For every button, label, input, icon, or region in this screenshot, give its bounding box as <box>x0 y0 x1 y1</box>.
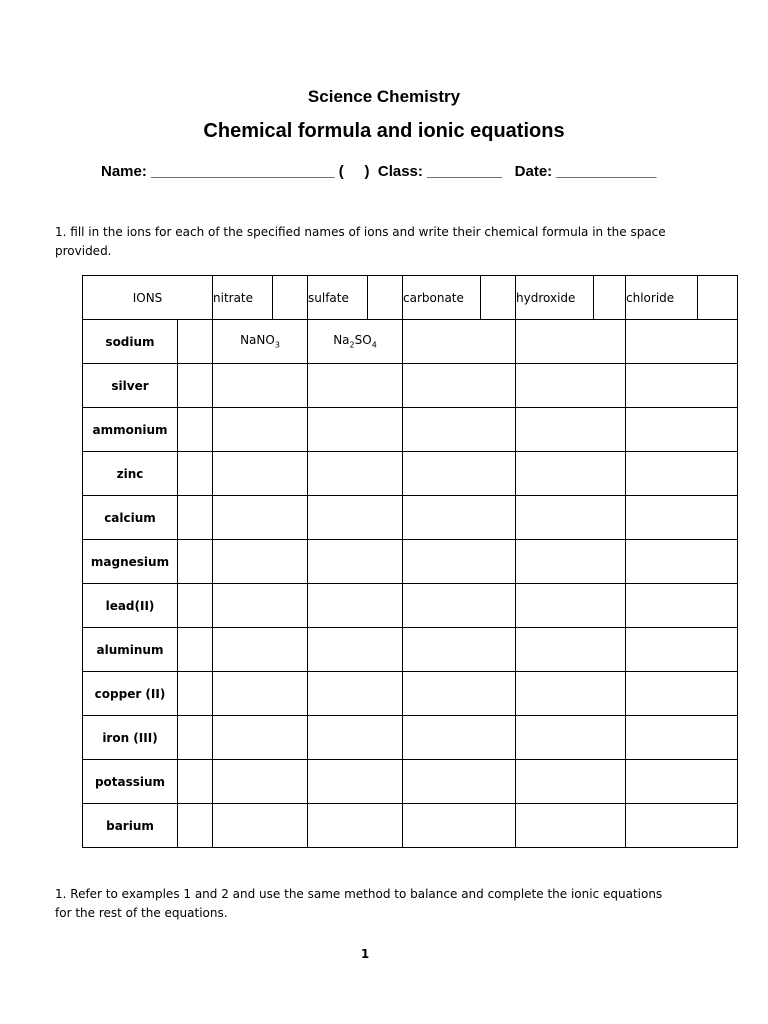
formula-cell[interactable] <box>403 496 516 540</box>
formula-cell[interactable] <box>516 804 626 848</box>
formula-sodium-nitrate <box>213 320 308 364</box>
formula-cell[interactable] <box>403 320 516 364</box>
ion-blank-cell[interactable] <box>178 628 213 672</box>
formula-cell[interactable] <box>626 716 738 760</box>
column-header-carbonate: carbonate <box>403 276 481 320</box>
page-number: 1 <box>360 947 370 961</box>
formula-subscript: 4 <box>371 340 377 350</box>
row-label-copper-ii: copper (II) <box>83 672 178 716</box>
table-row <box>83 408 738 452</box>
formula-cell[interactable] <box>516 584 626 628</box>
formula-cell[interactable] <box>516 364 626 408</box>
ion-blank-cell[interactable] <box>178 584 213 628</box>
formula-cell[interactable] <box>516 496 626 540</box>
formula-cell[interactable] <box>626 408 738 452</box>
formula-cell[interactable] <box>213 804 308 848</box>
formula-cell[interactable] <box>626 760 738 804</box>
column-header-nitrate: nitrate <box>213 276 273 320</box>
nitrate-ion-blank[interactable] <box>273 276 308 320</box>
table-row <box>83 760 738 804</box>
table-row <box>83 628 738 672</box>
formula-cell[interactable] <box>403 760 516 804</box>
formula-cell[interactable] <box>516 408 626 452</box>
column-header-chloride: chloride <box>626 276 698 320</box>
formula-cell[interactable] <box>308 804 403 848</box>
formula-subscript: 2 <box>349 340 355 350</box>
formula-cell[interactable] <box>308 628 403 672</box>
formula-cell[interactable] <box>403 716 516 760</box>
ion-blank-cell[interactable] <box>178 760 213 804</box>
row-label-silver: silver <box>83 364 178 408</box>
ion-blank-cell[interactable] <box>178 716 213 760</box>
formula-cell[interactable] <box>403 628 516 672</box>
formula-cell[interactable] <box>308 672 403 716</box>
formula-sodium-sulfate <box>308 320 403 364</box>
formula-cell[interactable] <box>626 804 738 848</box>
ion-blank-cell[interactable] <box>178 452 213 496</box>
formula-text: SO <box>354 333 372 348</box>
formula-cell[interactable] <box>516 540 626 584</box>
formula-cell[interactable] <box>403 364 516 408</box>
table-row <box>83 716 738 760</box>
instruction-ions: 1. fill in the ions for each of the specified names of ions and write their chemical formula in the space provided. <box>55 225 666 258</box>
formula-cell[interactable] <box>516 628 626 672</box>
formula-cell[interactable] <box>516 452 626 496</box>
formula-cell[interactable] <box>308 584 403 628</box>
ion-blank-cell[interactable] <box>178 320 213 364</box>
formula-cell[interactable] <box>626 672 738 716</box>
ion-blank-cell[interactable] <box>178 804 213 848</box>
formula-cell[interactable] <box>516 716 626 760</box>
table-row <box>83 540 738 584</box>
row-label-lead-ii: lead(II) <box>83 584 178 628</box>
formula-cell[interactable] <box>626 540 738 584</box>
formula-cell[interactable] <box>308 716 403 760</box>
row-label-aluminum: aluminum <box>83 628 178 672</box>
formula-cell[interactable] <box>403 804 516 848</box>
formula-cell[interactable] <box>626 496 738 540</box>
formula-cell[interactable] <box>626 364 738 408</box>
subject-heading: Science Chemistry <box>307 87 461 106</box>
formula-cell[interactable] <box>213 364 308 408</box>
formula-cell[interactable] <box>213 496 308 540</box>
sulfate-ion-blank[interactable] <box>368 276 403 320</box>
column-header-hydroxide: hydroxide <box>516 276 594 320</box>
formula-cell[interactable] <box>308 408 403 452</box>
row-label-barium: barium <box>83 804 178 848</box>
formula-cell[interactable] <box>516 672 626 716</box>
formula-cell[interactable] <box>308 540 403 584</box>
chloride-ion-blank[interactable] <box>698 276 738 320</box>
formula-cell[interactable] <box>213 672 308 716</box>
row-label-magnesium: magnesium <box>83 540 178 584</box>
formula-cell[interactable] <box>516 760 626 804</box>
table-row <box>83 584 738 628</box>
formula-cell[interactable] <box>213 760 308 804</box>
row-label-potassium: potassium <box>83 760 178 804</box>
row-label-iron-iii: iron (III) <box>83 716 178 760</box>
formula-cell[interactable] <box>308 496 403 540</box>
formula-cell[interactable] <box>308 452 403 496</box>
formula-text: Na <box>333 333 350 348</box>
formula-text: NaNO <box>240 333 275 348</box>
worksheet-title: Chemical formula and ionic equations <box>203 120 565 142</box>
formula-subscript: 3 <box>274 340 280 350</box>
ion-formula-table <box>82 275 738 848</box>
formula-cell[interactable] <box>213 584 308 628</box>
formula-cell[interactable] <box>213 628 308 672</box>
row-label-ammonium: ammonium <box>83 408 178 452</box>
formula-cell[interactable] <box>516 320 626 364</box>
table-row <box>83 496 738 540</box>
ion-blank-cell[interactable] <box>178 408 213 452</box>
formula-cell[interactable] <box>403 540 516 584</box>
carbonate-ion-blank[interactable] <box>481 276 516 320</box>
student-info-line: Name: ______________________ ( ) Class: _________ Date: ____________ <box>101 163 657 180</box>
ion-blank-cell[interactable] <box>178 672 213 716</box>
formula-cell[interactable] <box>403 408 516 452</box>
formula-cell[interactable] <box>213 408 308 452</box>
formula-cell[interactable] <box>213 540 308 584</box>
formula-cell[interactable] <box>626 320 738 364</box>
table-row <box>83 364 738 408</box>
instruction-equations: 1. Refer to examples 1 and 2 and use the same method to balance and complete the ionic equations for the rest of the equations. <box>55 887 663 920</box>
table-row <box>83 672 738 716</box>
ion-blank-cell[interactable] <box>178 540 213 584</box>
formula-cell[interactable] <box>308 364 403 408</box>
ion-blank-cell[interactable] <box>178 364 213 408</box>
formula-cell[interactable] <box>308 760 403 804</box>
ions-header-cell: IONS <box>83 276 213 320</box>
formula-cell[interactable] <box>403 672 516 716</box>
formula-cell[interactable] <box>213 716 308 760</box>
row-label-zinc: zinc <box>83 452 178 496</box>
formula-cell[interactable] <box>626 628 738 672</box>
ion-blank-cell[interactable] <box>178 496 213 540</box>
table-row <box>83 320 738 364</box>
formula-cell[interactable] <box>403 584 516 628</box>
row-label-calcium: calcium <box>83 496 178 540</box>
table-row <box>83 452 738 496</box>
formula-cell[interactable] <box>213 452 308 496</box>
header-row <box>83 276 738 320</box>
hydroxide-ion-blank[interactable] <box>594 276 626 320</box>
formula-cell[interactable] <box>403 452 516 496</box>
column-header-sulfate: sulfate <box>308 276 368 320</box>
row-label-sodium: sodium <box>83 320 178 364</box>
formula-cell[interactable] <box>626 452 738 496</box>
formula-cell[interactable] <box>626 584 738 628</box>
table-row <box>83 804 738 848</box>
